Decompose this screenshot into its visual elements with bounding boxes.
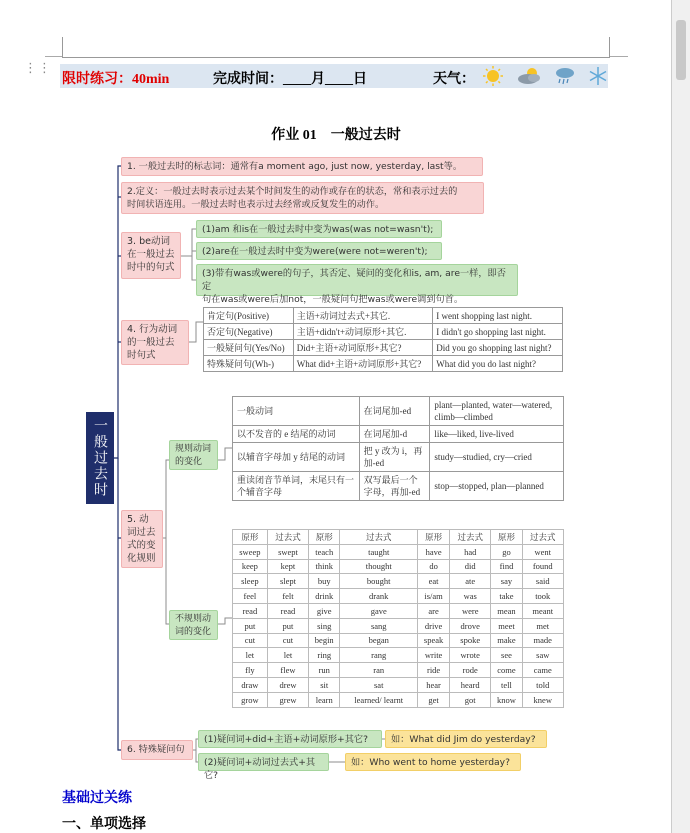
irregular-verb-cell: drank [340,589,418,604]
irregular-verb-cell: came [522,663,563,678]
irregular-verb-cell: thought [340,559,418,574]
irregular-verb-cell: cut [233,633,268,648]
irregular-verb-cell: learn [309,692,340,707]
vertical-scrollbar[interactable] [672,0,690,833]
irregular-verb-cell: sweep [233,544,268,559]
irregular-verb-cell: were [450,603,491,618]
irregular-verb-cell: speak [418,633,450,648]
irregular-verb-cell: rang [340,648,418,663]
irregular-verb-cell: flew [267,663,308,678]
irregular-verb-cell: slept [267,574,308,589]
irregular-verb-cell: ran [340,663,418,678]
irregular-verb-row [233,618,564,633]
regular-rule-cell: stop—stopped, plan—planned [430,472,564,501]
irregular-verb-cell: meant [522,603,563,618]
irregular-verb-cell: give [309,603,340,618]
sentence-pattern-cell: What did you do last night? [433,356,563,372]
irregular-verb-header-cell: 过去式 [267,530,308,545]
irregular-verb-cell: made [522,633,563,648]
sentence-pattern-cell: I didn't go shopping last night. [433,324,563,340]
node-action-verb: 4. 行为动词的一般过去时句式 [121,320,189,365]
irregular-verb-cell: grow [233,692,268,707]
irregular-verb-cell: went [522,544,563,559]
irregular-verb-row [233,603,564,618]
irregular-verb-cell: let [267,648,308,663]
irregular-verb-header-cell: 原形 [233,530,268,545]
irregular-verb-header-cell: 过去式 [340,530,418,545]
irregular-verb-cell: drive [418,618,450,633]
irregular-verb-cell: spoke [450,633,491,648]
irregular-verb-cell: are [418,603,450,618]
irregular-verb-row [233,559,564,574]
irregular-verb-cell: told [522,677,563,692]
regular-rule-cell: like—liked, live-lived [430,426,564,443]
node-wh-question-1: (1)疑问词+did+主语+动词原形+其它? [198,730,382,748]
completion-time-label: 完成时间：____月____日 [213,72,367,87]
irregular-verb-cell: put [267,618,308,633]
irregular-verb-cell: met [522,618,563,633]
irregular-verb-cell: heard [450,677,491,692]
irregular-verb-row [233,574,564,589]
subsection-title: 一、单项选择 [62,817,146,832]
irregular-verb-cell: kept [267,559,308,574]
node-be-verb: 3. be动词在一般过去时中的句式 [121,232,181,279]
irregular-verb-cell: tell [491,677,522,692]
irregular-verb-row [233,633,564,648]
node-be-verb-2: (2)are在一般过去时中变为were(were not=weren't); [196,242,442,260]
regular-rule-cell: 以不发音的 e 结尾的动词 [233,426,360,443]
regular-rule-cell: 在词尾加-ed [359,397,430,426]
irregular-verb-cell: have [418,544,450,559]
sentence-pattern-row [204,340,563,356]
irregular-verb-cell: begin [309,633,340,648]
irregular-verb-cell: take [491,589,522,604]
irregular-verb-cell: felt [267,589,308,604]
sentence-pattern-cell: 否定句(Negative) [204,324,294,340]
irregular-verb-header-cell: 原形 [491,530,522,545]
irregular-verb-cell: come [491,663,522,678]
irregular-verb-cell: write [418,648,450,663]
irregular-verb-cell: cut [267,633,308,648]
irregular-verb-cell: sang [340,618,418,633]
irregular-verb-cell: sit [309,677,340,692]
regular-rule-cell: 重读闭音节单词，末尾只有一个辅音字母 [233,472,360,501]
irregular-verb-cell: ride [418,663,450,678]
node-wh-question-2-example: 如：Who went to home yesterday? [345,753,521,771]
irregular-verb-row [233,677,564,692]
irregular-verb-cell: hear [418,677,450,692]
drag-handle-icon[interactable]: ⋮⋮ [24,61,52,76]
irregular-verb-header-cell: 原形 [309,530,340,545]
sentence-pattern-cell: 特殊疑问句(Wh-) [204,356,294,372]
irregular-verb-cell: eat [418,574,450,589]
irregular-verb-cell: gave [340,603,418,618]
regular-rule-cell: 一般动词 [233,397,360,426]
node-past-tense-rules: 5. 动词过去式的变化规则 [121,510,163,568]
irregular-verb-cell: put [233,618,268,633]
sentence-pattern-cell: Did you go shopping last night? [433,340,563,356]
irregular-verb-cell: let [233,648,268,663]
irregular-verb-cell: see [491,648,522,663]
irregular-verb-cell: read [267,603,308,618]
irregular-verb-cell: learned/ learnt [340,692,418,707]
irregular-verb-cell: ring [309,648,340,663]
node-regular-verbs: 规则动词的变化 [169,440,218,470]
sentence-pattern-row [204,324,563,340]
irregular-verb-cell: mean [491,603,522,618]
irregular-verb-header-row [233,530,564,545]
node-signal-words: 1. 一般过去时的标志词：通常有a moment ago, just now, yesterday, last等。 [121,157,483,176]
irregular-verb-cell: rode [450,663,491,678]
node-wh-question-1-example: 如：What did Jim do yesterday? [385,730,547,748]
irregular-verb-cell: found [522,559,563,574]
node-wh-questions: 6. 特殊疑问句 [121,740,193,760]
sentence-pattern-cell: I went shopping last night. [433,308,563,324]
sentence-pattern-cell: Did+主语+动词原形+其它? [293,340,433,356]
irregular-verb-cell: say [491,574,522,589]
irregular-verb-cell: is/am [418,589,450,604]
weather-label: 天气： [433,72,475,87]
irregular-verb-cell: said [522,574,563,589]
irregular-verb-cell: go [491,544,522,559]
irregular-verb-row [233,663,564,678]
irregular-verb-cell: feel [233,589,268,604]
irregular-verb-cell: wrote [450,648,491,663]
sentence-pattern-cell: 肯定句(Positive) [204,308,294,324]
regular-rule-row [233,397,564,426]
node-be-verb-3-line1: (3)带有was或were的句子，其否定、疑问的变化和is, am, are一样，即否定 [202,268,506,292]
irregular-verb-cell: meet [491,618,522,633]
irregular-verb-header-cell: 过去式 [450,530,491,545]
irregular-verb-cell: bought [340,574,418,589]
irregular-verb-cell: run [309,663,340,678]
sentence-pattern-cell: What did+主语+动词原形+其它? [293,356,433,372]
irregular-verb-cell: was [450,589,491,604]
regular-rule-cell: study—studied, cry—cried [430,443,564,472]
regular-rule-cell: 双写最后一个字母，再加-ed [359,472,430,501]
regular-rule-cell: 在词尾加-d [359,426,430,443]
irregular-verb-cell: took [522,589,563,604]
irregular-verb-cell: got [450,692,491,707]
irregular-verb-cell: teach [309,544,340,559]
irregular-verb-cell: drink [309,589,340,604]
irregular-verb-row [233,692,564,707]
irregular-verb-header-cell: 过去式 [522,530,563,545]
irregular-verb-cell: ate [450,574,491,589]
scrollbar-thumb[interactable] [676,20,686,80]
irregular-verb-cell: knew [522,692,563,707]
irregular-verb-cell: saw [522,648,563,663]
irregular-verb-cell: taught [340,544,418,559]
irregular-verb-row [233,544,564,559]
irregular-verb-header-cell: 原形 [418,530,450,545]
node-definition [121,182,484,214]
time-limit-label: 限时练习：40min [62,72,170,87]
sentence-pattern-cell: 一般疑问句(Yes/No) [204,340,294,356]
irregular-verb-cell: swept [267,544,308,559]
irregular-verb-cell: had [450,544,491,559]
irregular-verb-cell: fly [233,663,268,678]
regular-verb-rules-table [232,396,564,501]
page-title: 作业 01 一般过去时 [271,128,401,143]
regular-rule-row [233,443,564,472]
irregular-verb-cell: sat [340,677,418,692]
regular-rule-cell: 把 y 改为 i，再加-ed [359,443,430,472]
mindmap-root: 一般过去时 [86,412,114,504]
irregular-verb-cell: think [309,559,340,574]
sentence-pattern-row [204,308,563,324]
irregular-verb-cell: make [491,633,522,648]
irregular-verb-cell: grew [267,692,308,707]
sentence-pattern-cell: 主语+didn't+动词原形+其它. [293,324,433,340]
node-wh-question-2: (2)疑问词+动词过去式+其它? [198,753,329,771]
irregular-verb-cell: do [418,559,450,574]
irregular-verb-cell: keep [233,559,268,574]
irregular-verb-row [233,589,564,604]
node-be-verb-3-line2: 句在was或were后加not，一般疑问句把was或were调到句首。 [202,294,464,305]
section-title: 基础过关练 [62,791,132,806]
irregular-verb-cell: sing [309,618,340,633]
irregular-verb-cell: get [418,692,450,707]
irregular-verb-table [232,529,564,708]
regular-rule-row [233,472,564,501]
irregular-verb-cell: read [233,603,268,618]
irregular-verb-cell: find [491,559,522,574]
node-definition-line1: 2.定义：一般过去时表示过去某个时间发生的动作或存在的状态，常和表示过去的 [127,186,458,197]
irregular-verb-cell: did [450,559,491,574]
irregular-verb-cell: drew [267,677,308,692]
irregular-verb-cell: know [491,692,522,707]
sentence-pattern-cell: 主语+动词过去式+其它. [293,308,433,324]
regular-rule-cell: plant—planted, water—watered, climb—climbed [430,397,564,426]
regular-rule-cell: 以辅音字母加 y 结尾的动词 [233,443,360,472]
irregular-verb-cell: buy [309,574,340,589]
regular-rule-row [233,426,564,443]
irregular-verb-cell: draw [233,677,268,692]
node-be-verb-1: (1)am 和is在一般过去时中变为was(was not=wasn't); [196,220,442,238]
sentence-pattern-row [204,356,563,372]
node-be-verb-3 [196,264,518,305]
node-irregular-verbs: 不规则动词的变化 [169,610,218,640]
node-definition-line2: 时间状语连用。一般过去时也表示过去经常或反复发生的动作。 [127,199,385,210]
sentence-pattern-table [203,307,563,372]
irregular-verb-cell: sleep [233,574,268,589]
irregular-verb-row [233,648,564,663]
irregular-verb-cell: began [340,633,418,648]
irregular-verb-cell: drove [450,618,491,633]
